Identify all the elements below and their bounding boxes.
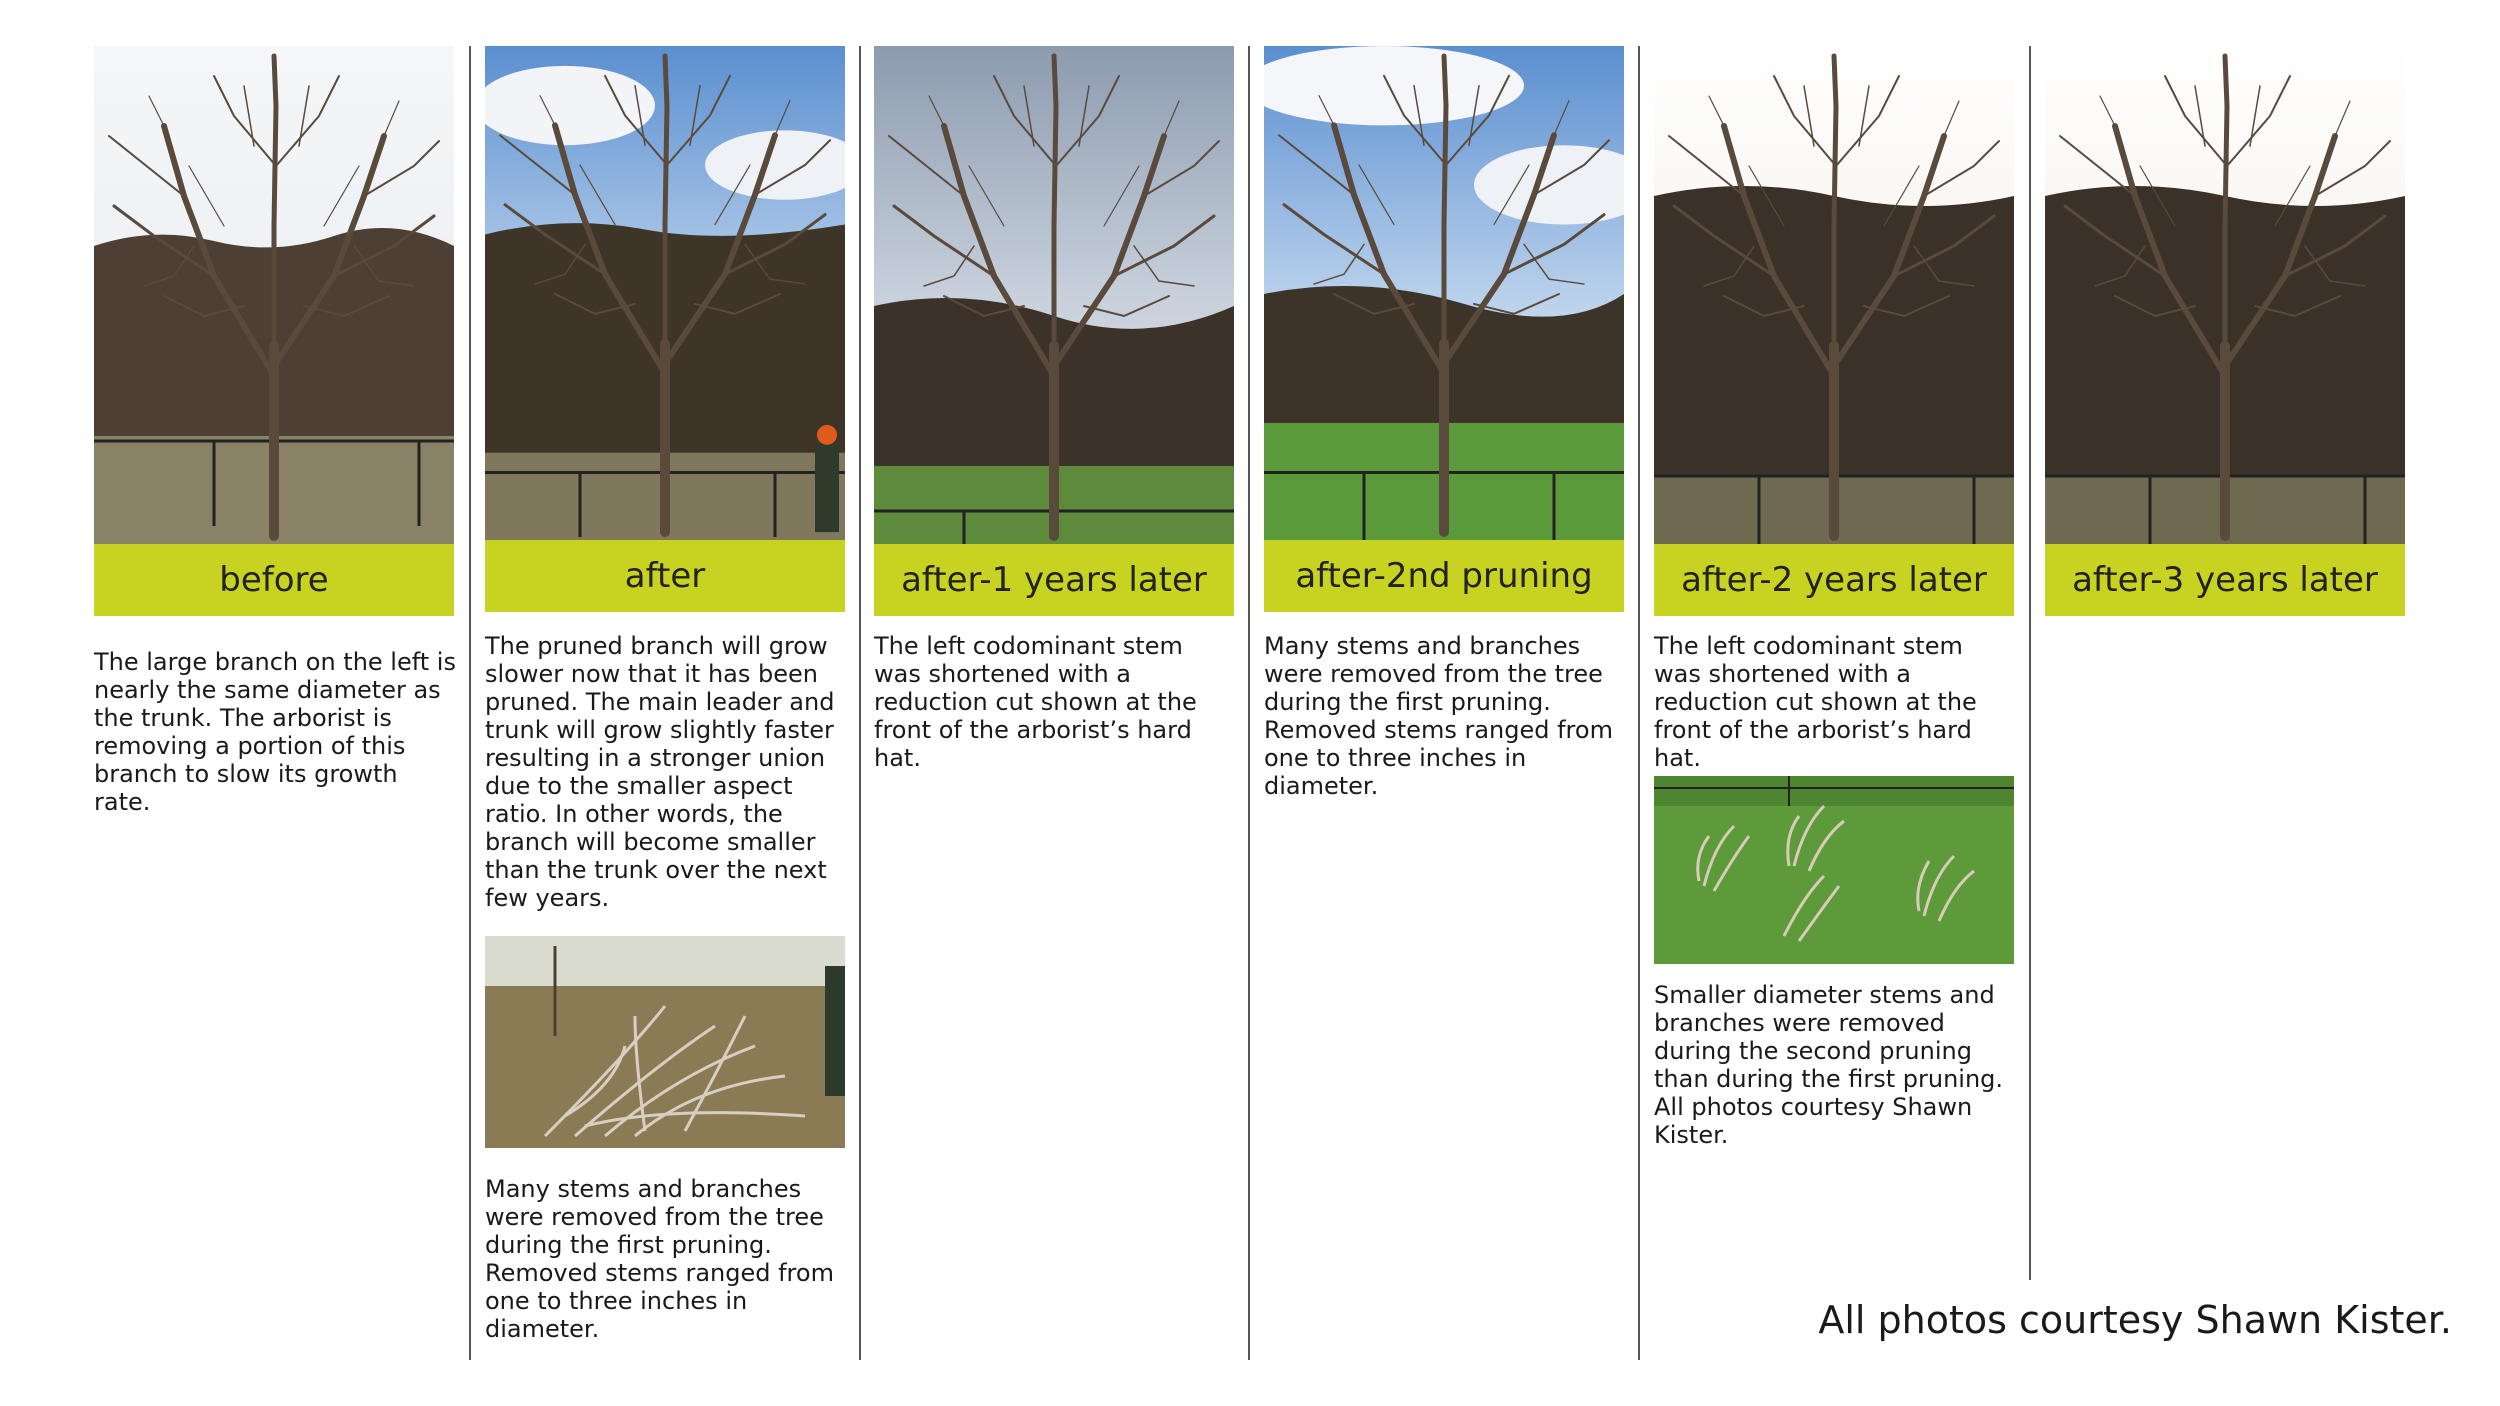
- panel-description: Many stems and branches were removed from the tree during the first pruning. Removed stems ranged from one to three inches in diameter.: [1264, 632, 1613, 800]
- column-divider: [1638, 46, 1640, 1360]
- removed-stems-on-grass-photo: [1654, 776, 2014, 964]
- panel-label: after-3 years later: [2045, 544, 2405, 616]
- tree-three-years-later-photo: [2045, 46, 2405, 544]
- panel-label: after-1 years later: [874, 544, 1234, 616]
- panel-label: after: [485, 540, 845, 612]
- panel-label: after-2 years later: [1654, 544, 2014, 616]
- column-divider: [469, 46, 471, 1360]
- panel-label: before: [94, 544, 454, 616]
- tree-two-years-later-photo: [1654, 46, 2014, 544]
- panel-extra-description: Many stems and branches were removed from the tree during the first pruning. Removed stems ranged from one to three inches in diameter.: [485, 1175, 834, 1343]
- panel-extra-description: Smaller diameter stems and branches were removed during the second pruning than during the first pruning. All photos courtesy Shawn Kister.: [1654, 981, 2004, 1149]
- column-divider: [2029, 46, 2031, 1280]
- panel-label: after-2nd pruning: [1264, 540, 1624, 612]
- column-divider: [859, 46, 861, 1360]
- tree-after-pruning-photo: [485, 46, 845, 540]
- photo-credit: All photos courtesy Shawn Kister.: [1818, 1298, 2452, 1342]
- removed-branches-pile-photo: [485, 936, 845, 1148]
- panel-description: The left codominant stem was shortened with a reduction cut shown at the front of the arborist’s hard hat.: [1654, 632, 1977, 772]
- panel-description: The pruned branch will grow slower now that it has been pruned. The main leader and trunk will grow slightly faster resulting in a stronger union due to the smaller aspect ratio. In other words, the branch will become smaller than the trunk over the next few years.: [485, 632, 835, 912]
- tree-one-year-later-photo: [874, 46, 1234, 544]
- tree-second-pruning-photo: [1264, 46, 1624, 540]
- column-divider: [1248, 46, 1250, 1360]
- panel-description: The left codominant stem was shortened with a reduction cut shown at the front of the arborist’s hard hat.: [874, 632, 1197, 772]
- panel-description: The large branch on the left is nearly the same diameter as the trunk. The arborist is removing a portion of this branch to slow its growth rate.: [94, 648, 456, 816]
- tree-before-pruning-photo: [94, 46, 454, 544]
